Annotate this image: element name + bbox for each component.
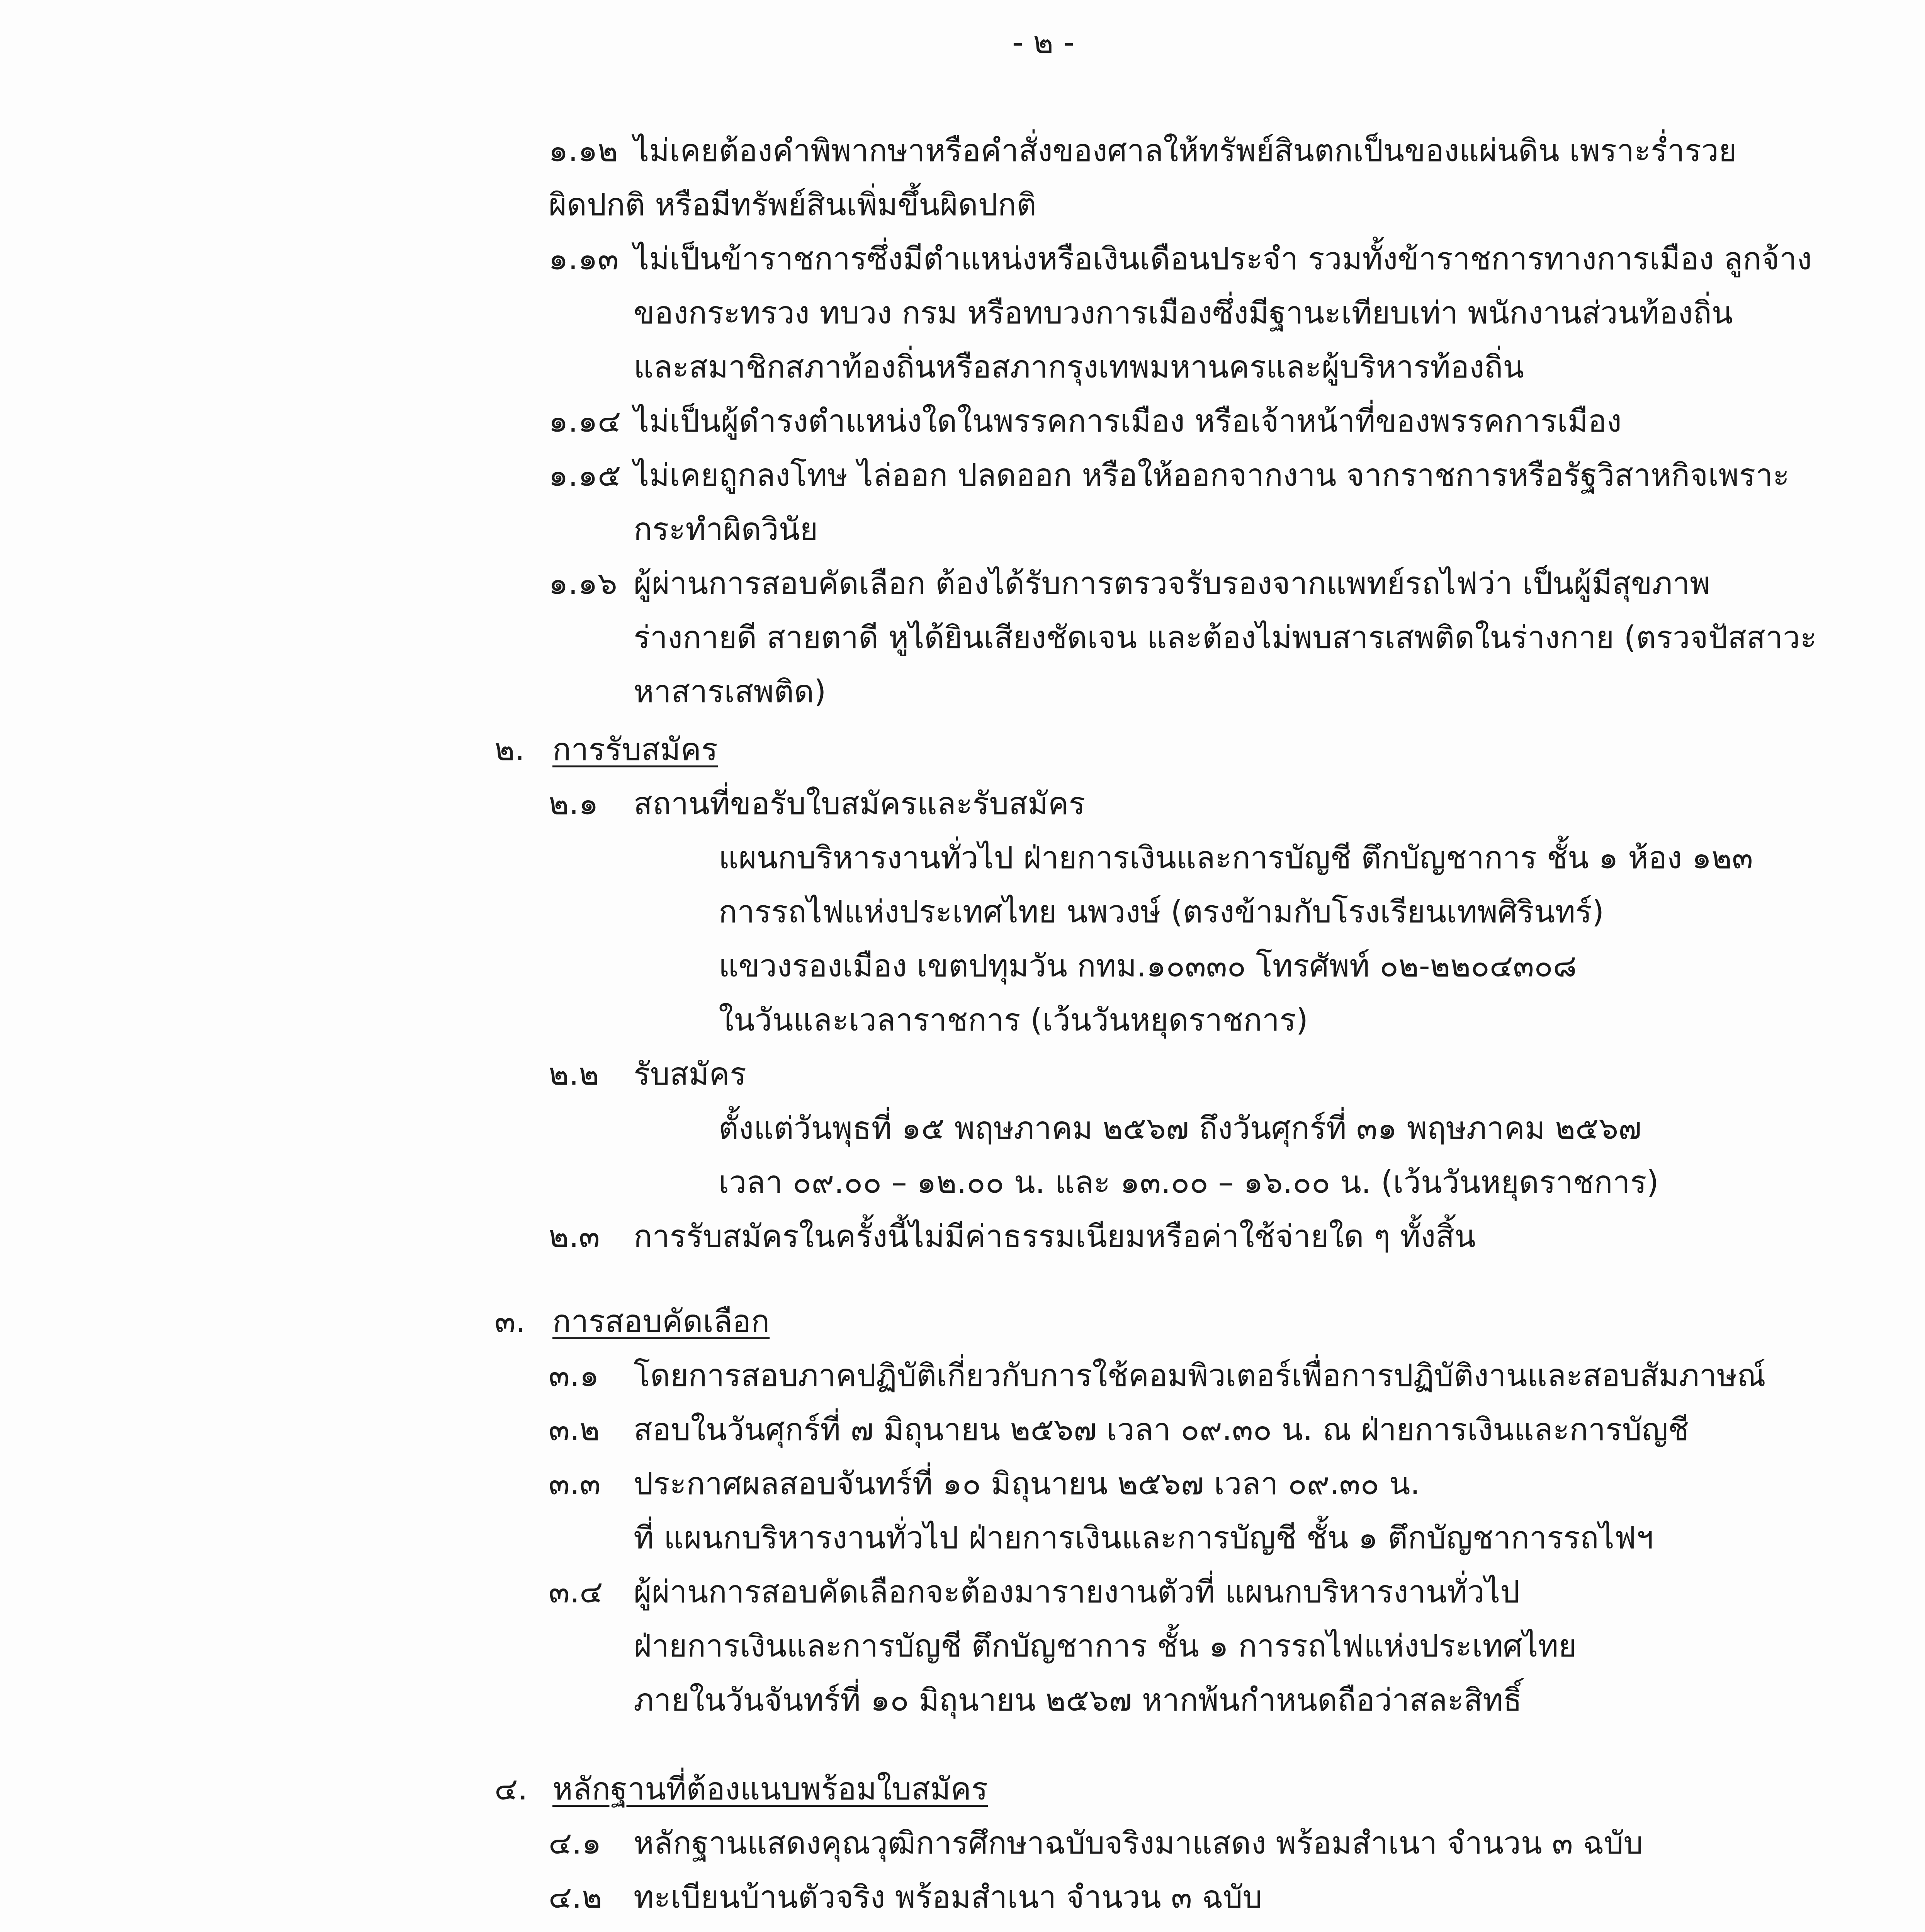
item-detail: แขวงรองเมือง เขตปทุมวัน กทม.๑๐๓๓๐ โทรศัพท์ ๐๒-๒๒๐๔๓๐๘ — [719, 948, 1577, 984]
section-heading: การรับสมัคร — [552, 731, 718, 767]
qualification-number: ๑.๑๓ — [549, 241, 619, 277]
qualification-text: ไม่เคยต้องคำพิพากษาหรือคำสั่งของศาลให้ทรัพย์สินตกเป็นของแผ่นดิน เพราะร่ำรวย — [634, 133, 1737, 168]
qualification-text: ร่างกายดี สายตาดี หูได้ยินเสียงชัดเจน และต้องไม่พบสารเสพติดในร่างกาย (ตรวจปัสสาวะ — [634, 619, 1817, 655]
qualification-text: ไม่เป็นข้าราชการซึ่งมีตำแหน่งหรือเงินเดือนประจำ รวมทั้งข้าราชการทางการเมือง ลูกจ้าง — [634, 241, 1812, 277]
item-number: ๓.๓ — [549, 1466, 601, 1502]
item-text: ทะเบียนบ้านตัวจริง พร้อมสำเนา จำนวน ๓ ฉบับ — [634, 1879, 1262, 1915]
item-text: สอบในวันศุกร์ที่ ๗ มิถุนายน ๒๕๖๗ เวลา ๐๙.๓๐ น. ณ ฝ่ายการเงินและการบัญชี — [634, 1412, 1689, 1447]
qualification-number: ๑.๑๖ — [549, 565, 617, 601]
item-number: ๒.๑ — [549, 786, 598, 821]
item-detail: แผนกบริหารงานทั่วไป ฝ่ายการเงินและการบัญชี ตึกบัญชาการ ชั้น ๑ ห้อง ๑๒๓ — [719, 840, 1753, 876]
item-detail: ในวันและเวลาราชการ (เว้นวันหยุดราชการ) — [719, 1002, 1308, 1038]
qualification-number: ๑.๑๕ — [549, 457, 621, 493]
item-detail: การรถไฟแห่งประเทศไทย นพวงษ์ (ตรงข้ามกับโรงเรียนเทพศิรินทร์) — [719, 894, 1604, 930]
item-text: การรับสมัครในครั้งนี้ไม่มีค่าธรรมเนียมหรือค่าใช้จ่ายใด ๆ ทั้งสิ้น — [634, 1218, 1476, 1254]
qualification-text: ไม่เคยถูกลงโทษ ไล่ออก ปลดออก หรือให้ออกจากงาน จากราชการหรือรัฐวิสาหกิจเพราะ — [634, 457, 1790, 493]
qualification-text: กระทำผิดวินัย — [634, 511, 818, 547]
item-detail: เวลา ๐๙.๐๐ – ๑๒.๐๐ น. และ ๑๓.๐๐ – ๑๖.๐๐ น. (เว้นวันหยุดราชการ) — [719, 1164, 1659, 1200]
item-text: สถานที่ขอรับใบสมัครและรับสมัคร — [634, 786, 1086, 821]
item-number: ๓.๔ — [549, 1574, 603, 1610]
item-text: หลักฐานแสดงคุณวุฒิการศึกษาฉบับจริงมาแสดง พร้อมสำเนา จำนวน ๓ ฉบับ — [634, 1825, 1643, 1861]
qualification-text: หาสารเสพติด) — [634, 673, 826, 709]
item-detail: ที่ แผนกบริหารงานทั่วไป ฝ่ายการเงินและการบัญชี ชั้น ๑ ตึกบัญชาการรถไฟฯ — [634, 1520, 1654, 1556]
section-number: ๒. — [494, 731, 525, 767]
section-number: ๔. — [494, 1771, 528, 1807]
qualification-text: ของกระทรวง ทบวง กรม หรือทบวงการเมืองซึ่งมีฐานะเทียบเท่า พนักงานส่วนท้องถิ่น — [634, 295, 1733, 331]
qualification-text: ผู้ผ่านการสอบคัดเลือก ต้องได้รับการตรวจรับรองจากแพทย์รถไฟว่า เป็นผู้มีสุขภาพ — [634, 565, 1710, 601]
qualification-text: ผิดปกติ หรือมีทรัพย์สินเพิ่มขึ้นผิดปกติ — [549, 187, 1036, 223]
item-number: ๒.๒ — [549, 1056, 599, 1092]
qualification-number: ๑.๑๔ — [549, 403, 621, 439]
item-number: ๓.๒ — [549, 1412, 600, 1447]
item-number: ๔.๑ — [549, 1825, 601, 1861]
item-number: ๓.๑ — [549, 1357, 599, 1393]
item-detail: ฝ่ายการเงินและการบัญชี ตึกบัญชาการ ชั้น ๑ การรถไฟแห่งประเทศไทย — [634, 1628, 1577, 1664]
item-number: ๔.๒ — [549, 1879, 602, 1915]
section-heading: หลักฐานที่ต้องแนบพร้อมใบสมัคร — [552, 1771, 988, 1807]
qualification-text: ไม่เป็นผู้ดำรงตำแหน่งใดในพรรคการเมือง หรือเจ้าหน้าที่ของพรรคการเมือง — [634, 403, 1622, 439]
page-number: - ๒ - — [1012, 24, 1075, 60]
item-text: รับสมัคร — [634, 1056, 746, 1092]
section-heading: การสอบคัดเลือก — [552, 1303, 770, 1339]
section-number: ๓. — [494, 1303, 526, 1339]
item-detail: ภายในวันจันทร์ที่ ๑๐ มิถุนายน ๒๕๖๗ หากพ้นกำหนดถือว่าสละสิทธิ์ — [634, 1682, 1522, 1718]
qualification-number: ๑.๑๒ — [549, 133, 618, 168]
item-text: ประกาศผลสอบจันทร์ที่ ๑๐ มิถุนายน ๒๕๖๗ เวลา ๐๙.๓๐ น. — [634, 1466, 1420, 1502]
item-text: ผู้ผ่านการสอบคัดเลือกจะต้องมารายงานตัวที่ แผนกบริหารงานทั่วไป — [634, 1574, 1520, 1610]
qualification-text: และสมาชิกสภาท้องถิ่นหรือสภากรุงเทพมหานครและผู้บริหารท้องถิ่น — [634, 349, 1524, 385]
item-detail: ตั้งแต่วันพุธที่ ๑๕ พฤษภาคม ๒๕๖๗ ถึงวันศุกร์ที่ ๓๑ พฤษภาคม ๒๕๖๗ — [719, 1110, 1642, 1146]
item-text: โดยการสอบภาคปฏิบัติเกี่ยวกับการใช้คอมพิวเตอร์เพื่อการปฏิบัติงานและสอบสัมภาษณ์ — [634, 1357, 1766, 1393]
item-number: ๒.๓ — [549, 1218, 600, 1254]
